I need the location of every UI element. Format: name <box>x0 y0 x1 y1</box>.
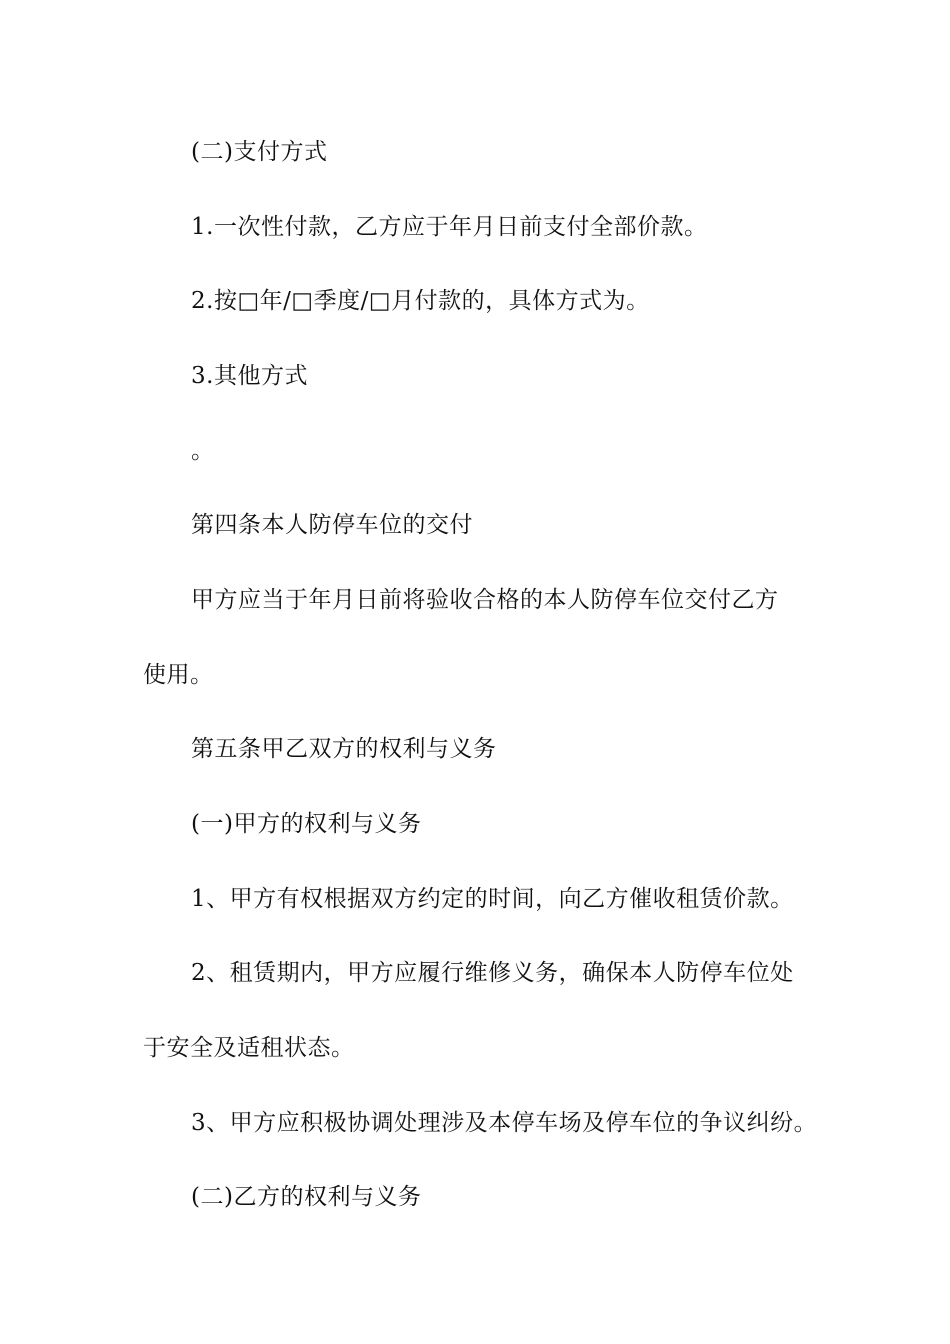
party-a-item-3: 3、甲方应积极协调处理涉及本停车场及停车位的争议纠纷。 <box>191 1110 818 1136</box>
payment-item-3-continuation: 。 <box>191 438 215 464</box>
payment-item-2: 2.按□年/□季度/□月付款的，具体方式为。 <box>191 288 650 314</box>
party-a-subheading: (一)甲方的权利与义务 <box>191 811 422 837</box>
party-a-item-2: 2、租赁期内，甲方应履行维修义务，确保本人防停车位处 <box>191 960 794 986</box>
article-5-heading: 第五条甲乙双方的权利与义务 <box>191 736 497 762</box>
heading-payment-method: (二)支付方式 <box>191 139 328 165</box>
article-4-paragraph-continuation: 使用。 <box>143 662 214 688</box>
payment-item-1: 1.一次性付款，乙方应于年月日前支付全部价款。 <box>191 214 708 240</box>
party-b-subheading: (二)乙方的权利与义务 <box>191 1184 422 1210</box>
party-a-item-1: 1、甲方有权根据双方约定的时间，向乙方催收租赁价款。 <box>191 886 794 912</box>
article-4-heading: 第四条本人防停车位的交付 <box>191 512 473 538</box>
article-4-paragraph: 甲方应当于年月日前将验收合格的本人防停车位交付乙方 <box>191 587 779 613</box>
party-a-item-2-continuation: 于安全及适租状态。 <box>143 1035 355 1061</box>
payment-item-3: 3.其他方式 <box>191 363 308 389</box>
